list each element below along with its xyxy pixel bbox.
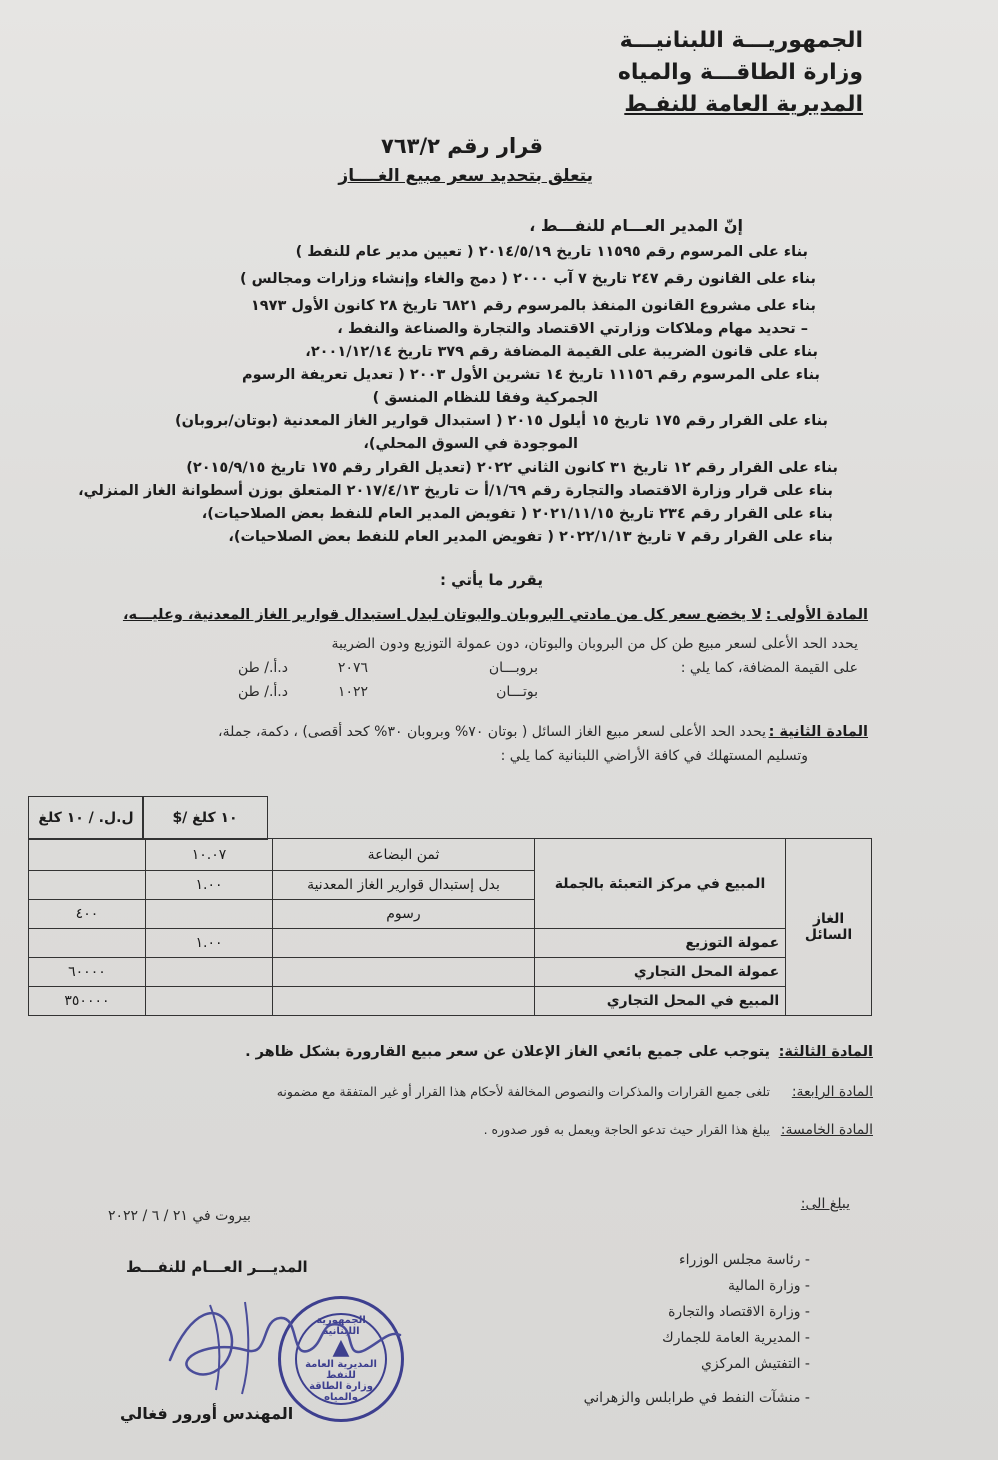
distribution-item-label: وزارة الاقتصاد والتجارة xyxy=(668,1304,801,1320)
preamble-line: بناء على القرار رقم ٢٣٤ تاريخ ٢٠٢١/١١/١٥ ( تفويض المدير العام للنفط بعض الصلاحيات)، xyxy=(201,506,833,522)
table-usd xyxy=(145,900,272,929)
distribution-item-label: المديرية العامة للجمارك xyxy=(662,1330,801,1346)
preamble-line: بناء على القرار رقم ١٢ تاريخ ٣١ كانون الثاني ٢٠٢٢ (تعديل القرار رقم ١٧٥ تاريخ ٢٠١٥/٩/١٥) xyxy=(186,460,838,476)
distribution-item: - وزارة الاقتصاد والتجارة xyxy=(668,1304,810,1320)
article1-item-name: بروبـــان xyxy=(488,660,538,676)
table-row xyxy=(29,839,872,871)
article1-item-unit: د.أ./ طن xyxy=(238,684,288,700)
header-ministry: وزارة الطاقـــة والمياه xyxy=(617,60,863,85)
article1-label: المادة الأولى : xyxy=(765,607,868,623)
decides-heading: يقرر ما يأتي : xyxy=(439,571,543,589)
table-item: المبيع في المحل التجاري xyxy=(534,987,785,1016)
distribution-item-label: التفتيش المركزي xyxy=(700,1356,801,1372)
table-row xyxy=(29,929,872,958)
article4-text: تلغى جميع القرارات والمذكرات والنصوص المخالفة لأحكام هذا القرار أو غير المتفقة مع مضمونه xyxy=(276,1084,770,1099)
article3-label: المادة الثالثة: xyxy=(778,1044,873,1060)
preamble-line: بناء على المرسوم رقم ١١٥٩٥ تاريخ ٢٠١٤/٥/١٩ ( تعيين مدير عام للنفط ) xyxy=(295,244,808,260)
table-usd: ١.٠٠ xyxy=(145,929,272,958)
article1-line2: يحدد الحد الأعلى لسعر مبيع طن كل من البروبان والبوتان، دون عمولة التوزيع ودون الضريبة xyxy=(331,636,858,652)
handwritten-signature xyxy=(150,1290,410,1400)
article5-label: المادة الخامسة: xyxy=(780,1122,873,1138)
table-lbp xyxy=(29,929,146,958)
distribution-item: - وزارة المالية xyxy=(728,1278,810,1294)
preamble-line: الجمركية وفقا للنظام المنسق ) xyxy=(372,390,598,406)
distribution-item: - المديرية العامة للجمارك xyxy=(662,1330,810,1346)
table-empty-cell xyxy=(273,929,535,958)
preamble-line: بناء على القرار رقم ٧ تاريخ ٢٠٢٢/١/١٣ ( تفويض المدير العام للنفط بعض الصلاحيات)، xyxy=(228,529,833,545)
signature-scribble xyxy=(150,1290,410,1400)
table-row xyxy=(29,958,872,987)
preamble-line: بناء على القانون رقم ٢٤٧ تاريخ ٧ آب ٢٠٠٠ ( دمج والغاء وإنشاء وزارات ومجالس ) xyxy=(239,271,816,287)
table-item: عمولة المحل التجاري xyxy=(534,958,785,987)
article5-text: يبلغ هذا القرار حيث تدعو الحاجة ويعمل به فور صدوره . xyxy=(483,1122,770,1137)
preamble-line: بناء على مشروع القانون المنفذ بالمرسوم رقم ٦٨٢١ تاريخ ٢٨ كانون الأول ١٩٧٣ xyxy=(250,298,816,314)
stamp-text: المديرية العامة للنفط xyxy=(305,1359,377,1381)
table-col-lbp: ل.ل. / ١٠ كلغ xyxy=(28,796,144,840)
article1-line3: على القيمة المضافة، كما يلي : xyxy=(680,660,858,676)
table-usd: ١.٠٠ xyxy=(145,871,272,900)
preamble-opening: إنّ المدير العـــام للنفـــط ، xyxy=(529,216,743,235)
preamble-line: بناء على المرسوم رقم ١١١٥٦ تاريخ ١٤ تشرين الأول ٢٠٠٣ ( تعديل تعريفة الرسوم xyxy=(241,367,820,383)
preamble-line: الموجودة في السوق المحلي)، xyxy=(363,436,578,452)
table-group-label: الغاز السائل xyxy=(786,839,872,1016)
article2-label: المادة الثانية : xyxy=(768,724,868,740)
signatory-name: المهندس أورور فغالي xyxy=(120,1404,294,1423)
header-directorate: المديرية العامة للنفـط xyxy=(624,92,863,117)
table-usd xyxy=(145,987,272,1016)
table-wholesale-label: المبيع في مركز التعبئة بالجملة xyxy=(534,839,785,929)
preamble-line: – تحديد مهام وملاكات وزارتي الاقتصاد والتجارة والصناعة والنفط ، xyxy=(337,321,808,337)
table-usd: ١٠.٠٧ xyxy=(145,839,272,871)
article1-text: لا يخضع سعر كل من مادتي البروبان والبوتان لبدل استبدال قوارير الغاز المعدنية، وعليـــه، xyxy=(122,607,762,623)
distribution-item: - منشآت النفط في طرابلس والزهراني xyxy=(583,1390,810,1406)
cedar-icon: ▲ xyxy=(332,1335,350,1360)
decision-number: قرار رقم ٧٦٣/٢ xyxy=(381,134,543,158)
table-item: عمولة التوزيع xyxy=(534,929,785,958)
article1-item-unit: د.أ./ طن xyxy=(238,660,288,676)
signatory-title: المديـــر العـــام للنفـــط xyxy=(126,1258,308,1276)
preamble-line: بناء على قانون الضريبة على القيمة المضافة رقم ٣٧٩ تاريخ ٢٠٠١/١٢/١٤، xyxy=(305,344,818,360)
article1-item-value: ١٠٢٢ xyxy=(337,684,368,700)
table-item: ثمن البضاعة xyxy=(273,839,535,871)
article1-item-value: ٢٠٧٦ xyxy=(337,660,368,676)
table-row xyxy=(29,987,872,1016)
table-item: رسوم xyxy=(273,900,535,929)
table-usd xyxy=(145,958,272,987)
article3-text: يتوجب على جميع بائعي الغاز الإعلان عن سعر مبيع القارورة بشكل ظاهر . xyxy=(245,1044,770,1060)
table-lbp xyxy=(29,871,146,900)
distribution-item: - التفتيش المركزي xyxy=(700,1356,810,1372)
price-table xyxy=(28,838,872,1016)
table-item: بدل إستبدال قوارير الغاز المعدنية xyxy=(273,871,535,900)
distribution-item-label: منشآت النفط في طرابلس والزهراني xyxy=(583,1390,801,1406)
distribution-item: - رئاسة مجلس الوزراء xyxy=(679,1252,810,1268)
table-lbp xyxy=(29,839,146,871)
place-date: بيروت في ٢١ / ٦ / ٢٠٢٢ xyxy=(108,1208,251,1224)
table-empty-cell xyxy=(273,987,535,1016)
preamble-line: بناء على القرار رقم ١٧٥ تاريخ ١٥ أيلول ٢٠١٥ ( استبدال قوارير الغاز المعدنية (بوتان/بروبان) xyxy=(175,413,828,429)
article2-text: يحدد الحد الأعلى لسعر مبيع الغاز السائل ( بوتان ٧٠% وبروبان ٣٠% كحد أقصى) ، دكمة، جملة، xyxy=(218,724,766,740)
stamp-text: وزارة الطاقة والمياه xyxy=(309,1381,373,1403)
table-empty-cell xyxy=(273,958,535,987)
table-lbp: ٤٠٠ xyxy=(29,900,146,929)
table-lbp: ٦٠٠٠٠ xyxy=(29,958,146,987)
distribution-title: يبلغ الى: xyxy=(800,1196,850,1212)
table-lbp: ٣٥٠٠٠٠ xyxy=(29,987,146,1016)
preamble-line: بناء على قرار وزارة الاقتصاد والتجارة رقم ١/٦٩/أ ت تاريخ ٢٠١٧/٤/١٣ المتعلق بوزن أسطوانة الغاز المنزلي، xyxy=(78,483,833,499)
stamp-text: الجمهورية اللبنانية xyxy=(316,1315,366,1337)
distribution-item-label: وزارة المالية xyxy=(728,1278,801,1294)
article2-line2: وتسليم المستهلك في كافة الأراضي اللبنانية كما يلي : xyxy=(500,748,808,764)
article4-label: المادة الرابعة: xyxy=(791,1084,873,1100)
header-republic: الجمهوريـــة اللبنانيـــة xyxy=(619,28,863,53)
distribution-item-label: رئاسة مجلس الوزراء xyxy=(679,1252,801,1268)
article1-item-name: بوتـــان xyxy=(496,684,538,700)
table-col-usd: ١٠ كلغ /$ xyxy=(142,796,268,840)
decision-subject: يتعلق بتحديد سعر مبيع الغــــاز xyxy=(338,166,593,186)
